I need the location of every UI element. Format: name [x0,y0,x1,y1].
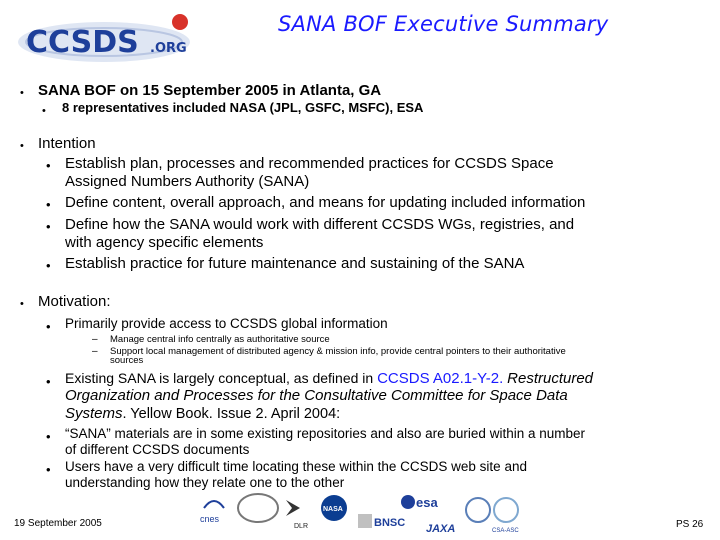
logo-suffix: .ORG [150,41,187,56]
intention-item: Establish plan, processes and recommended practices for CCSDS Space [65,155,554,172]
bullet-icon: • [46,429,51,444]
motivation-users: Users have a very difficult time locating these within the CCSDS web site and [65,459,527,474]
csa-logo [466,498,519,534]
motivation-primary: Primarily provide access to CCSDS global information [65,316,388,331]
bof-sub: 8 representatives included NASA (JPL, GSFC, MSFC), ESA [62,100,424,115]
dash-icon: – [92,334,98,345]
existing-ref: CCSDS A02.1-Y-2. [377,370,504,387]
existing-prefix: Existing SANA is largely conceptual, as defined in [65,370,378,386]
dlr-logo [238,494,308,530]
nasa-logo [321,495,347,521]
bullet-icon: • [46,258,51,273]
existing-title: Restructured [507,370,594,387]
intention-item: Define content, overall approach, and means for updating included information [65,194,586,211]
dash-icon: – [92,346,98,357]
page-title: SANA BOF Executive Summary [278,12,609,36]
agency-logos [196,488,526,538]
svg-text:esa: esa [416,495,438,510]
logo-text: CCSDS [26,25,139,60]
logo-dot-icon [172,14,188,30]
svg-text:BNSC: BNSC [374,517,406,529]
svg-text:NASA: NASA [323,506,343,513]
esa-logo [401,495,438,510]
motivation-heading: Motivation: [38,293,111,310]
jaxa-logo [426,523,455,535]
bullet-icon: • [42,105,46,117]
existing-title-cont: Organization and Processes for the Consultative Committee for Space Data [65,387,568,404]
svg-text:JAXA: JAXA [426,523,456,535]
bullet-icon: • [46,197,51,212]
svg-text:cnes: cnes [200,514,220,524]
bullet-icon: • [46,158,51,173]
bullet-icon: • [20,140,24,152]
bnsc-logo [358,514,405,529]
bullet-icon: • [20,298,24,310]
intention-item-cont: with agency specific elements [65,234,264,251]
motivation-dash2-cont: sources [110,355,144,366]
existing-title-systems: Systems [65,405,123,422]
svg-text:DLR: DLR [294,523,309,530]
motivation-dash1: Manage central info centrally as authoritative source [110,334,330,345]
intention-item: Define how the SANA would work with different CCSDS WGs, registries, and [65,216,575,233]
existing-suffix: . Yellow Book. Issue 2. April 2004: [122,406,341,422]
bullet-icon: • [46,462,51,477]
motivation-sana: “SANA” materials are in some existing repositories and also are buried within a number [65,426,585,441]
motivation-dash2: Support local management of distributed agency & mission info, provide central pointers to their authoritative [110,346,566,357]
footer-date: 19 September 2005 [14,518,102,529]
motivation-existing [65,370,715,387]
intention-item-cont: Assigned Numbers Authority (SANA) [65,173,310,190]
bullet-icon: • [46,374,51,389]
page-number: PS 26 [676,519,704,530]
intention-heading: Intention [38,135,96,152]
intention-item: Establish practice for future maintenance and sustaining of the SANA [65,255,525,272]
bof-heading: SANA BOF on 15 September 2005 in Atlanta, GA [38,82,382,99]
motivation-users-cont: understanding how they relate one to the other [65,475,345,490]
bullet-icon: • [46,219,51,234]
ccsds-logo [14,10,214,66]
motivation-sana-cont: of different CCSDS documents [65,442,250,457]
existing-title-end [65,405,340,422]
cnes-logo [200,501,224,524]
bullet-icon: • [20,87,24,99]
bullet-icon: • [46,319,51,334]
svg-text:CSA-ASC: CSA-ASC [492,528,519,534]
